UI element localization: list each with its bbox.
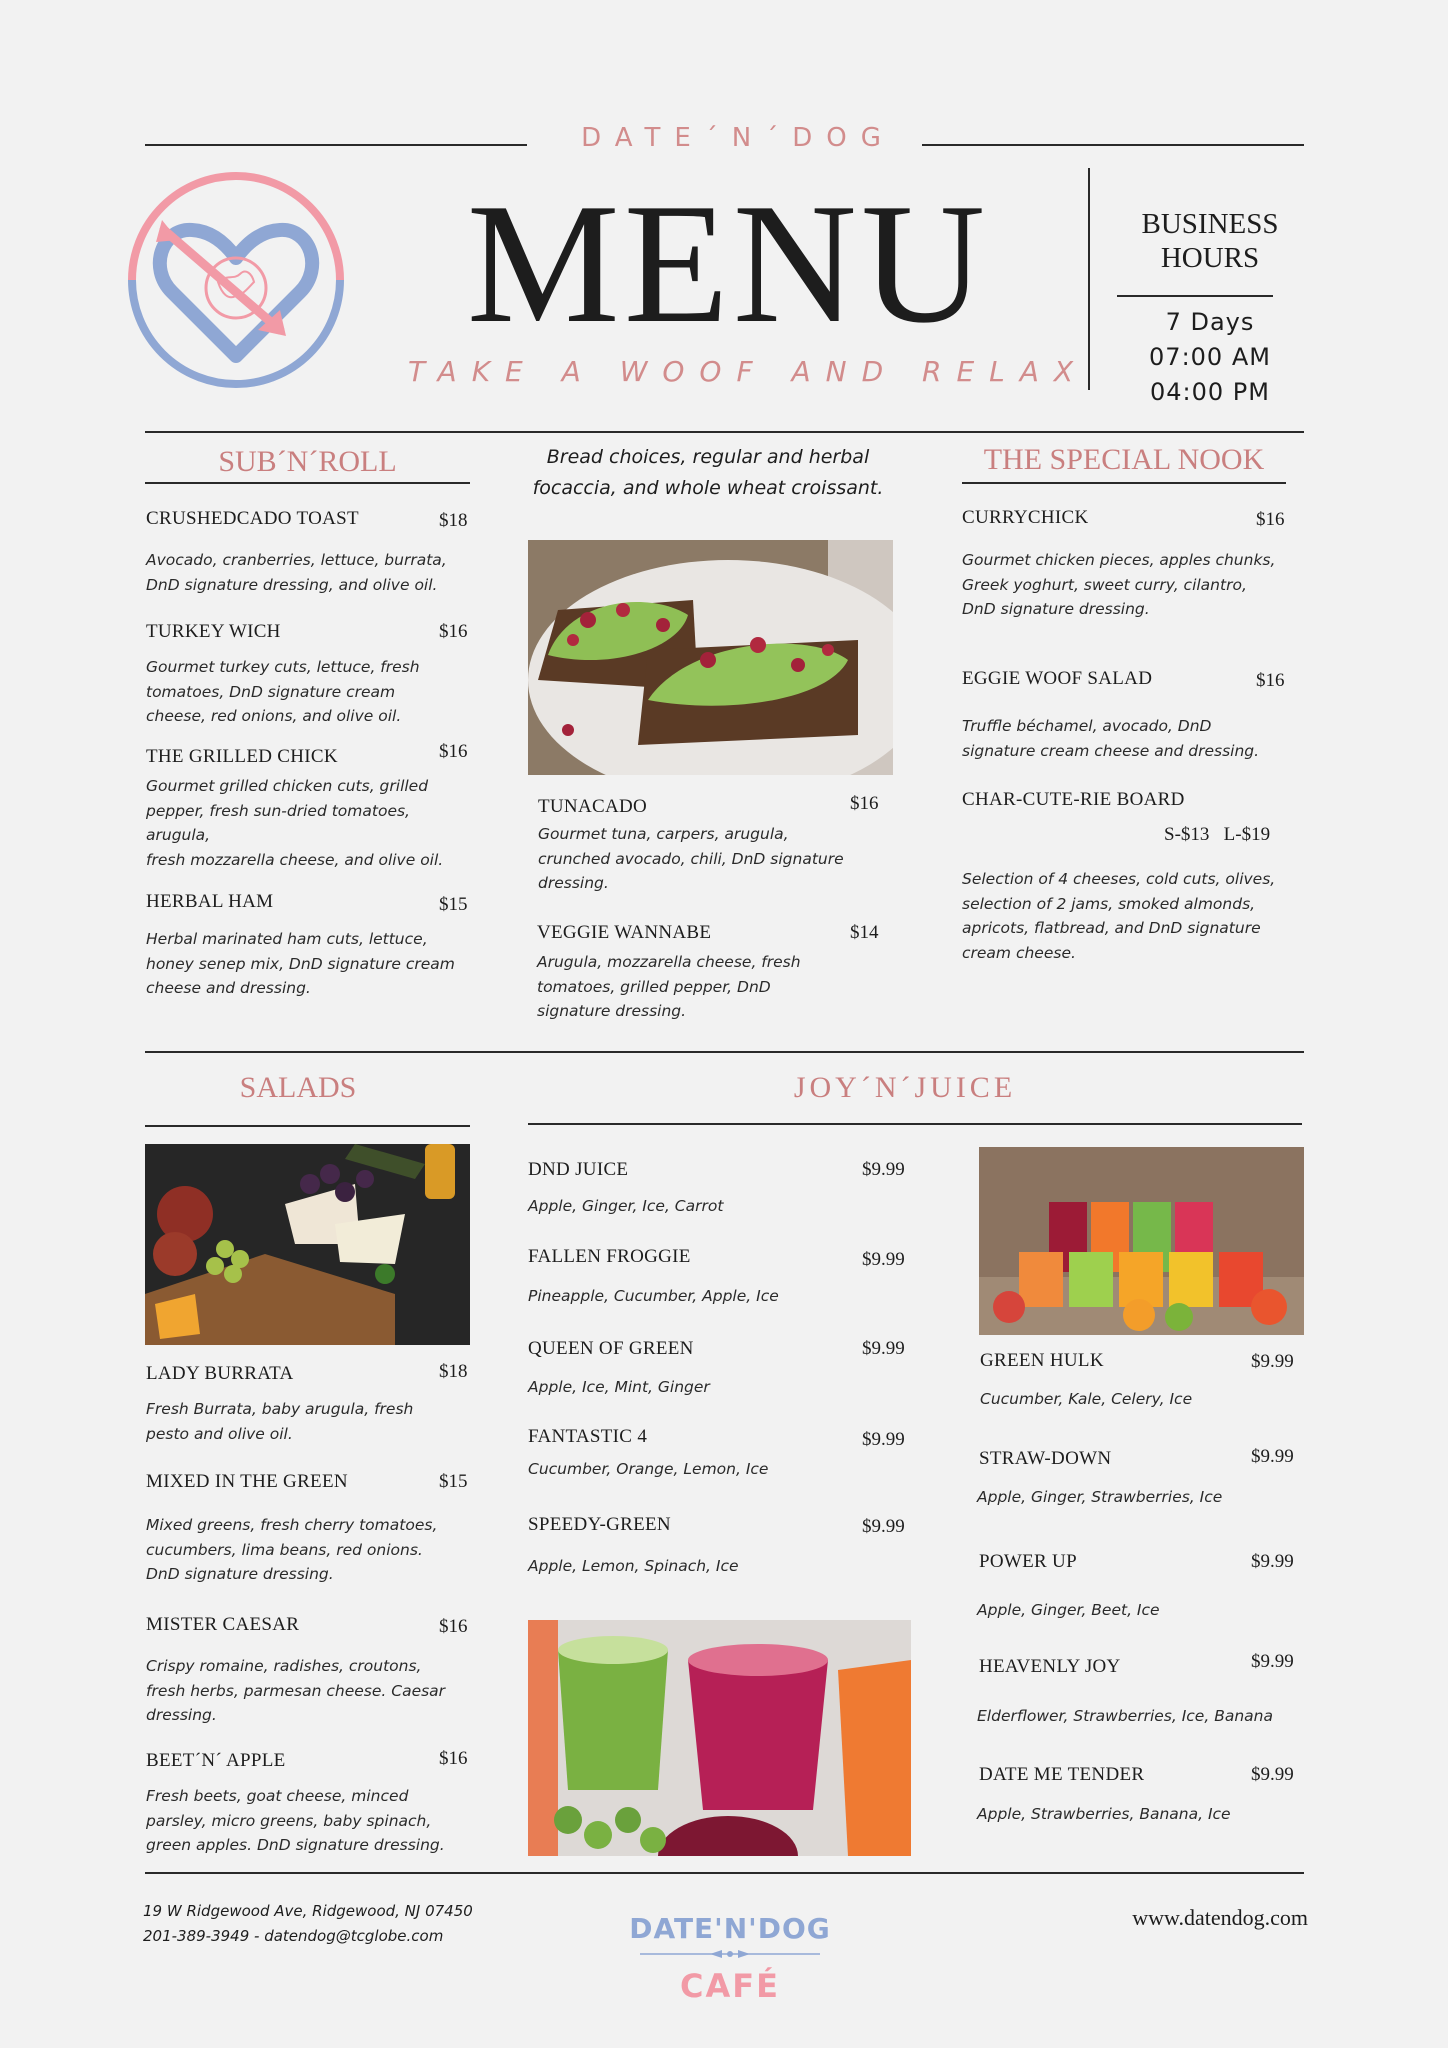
item-description: Gourmet turkey cuts, lettuce, fresh tomatoes, DnD signature cream cheese, red onions, and olive oil.: [146, 658, 420, 725]
item-description: Pineapple, Cucumber, Apple, Ice: [528, 1287, 779, 1305]
footer-website[interactable]: www.datendog.com: [1132, 1905, 1308, 1930]
special-nook-underline: [962, 482, 1286, 484]
tagline: TAKE A WOOF AND RELAX: [408, 355, 1089, 388]
header-divider-vertical: [1088, 168, 1090, 390]
item-description: Elderflower, Strawberries, Ice, Banana: [977, 1707, 1273, 1725]
menu-item: [537, 922, 883, 1032]
item-price: S-$13 L-$19: [1164, 824, 1271, 845]
item-description: Mixed greens, fresh cherry tomatoes, cucumbers, lima beans, red onions. DnD signature dressing.: [146, 1516, 438, 1583]
item-price: $18: [439, 1361, 468, 1382]
avocado-toast-photo: [528, 540, 893, 775]
item-description: Apple, Lemon, Spinach, Ice: [528, 1557, 739, 1575]
item-price: $9.99: [862, 1516, 905, 1537]
menu-item: [977, 1448, 1305, 1508]
item-price: $9.99: [1251, 1551, 1294, 1572]
item-name: THE GRILLED CHICK: [146, 746, 338, 767]
item-name: CHAR-CUTE-RIE BOARD: [962, 789, 1185, 810]
item-price: $16: [1256, 509, 1285, 530]
juice-glasses-photo: [528, 1620, 911, 1856]
item-price: $9.99: [1251, 1446, 1294, 1467]
item-price: $16: [439, 741, 468, 762]
footer-address: 19 W Ridgewood Ave, Ridgewood, NJ 07450: [143, 1902, 473, 1920]
footer-logo-divider: [640, 1947, 820, 1961]
menu-item: [146, 621, 470, 731]
item-name: HEAVENLY JOY: [979, 1656, 1121, 1677]
section-rule-bottom: [145, 1872, 1304, 1874]
item-price: $16: [850, 793, 879, 814]
section-rule-middle: [145, 1051, 1304, 1053]
menu-item: [146, 1471, 470, 1581]
item-name: BEET´N´ APPLE: [146, 1750, 286, 1771]
juice-heading: JOY´N´JUICE: [793, 1071, 1017, 1104]
brand-top: DATE´N´DOG: [581, 123, 895, 153]
item-name: DND JUICE: [528, 1159, 629, 1180]
menu-item: [962, 789, 1297, 969]
item-price: $9.99: [1251, 1651, 1294, 1672]
item-name: CRUSHEDCADO TOAST: [146, 508, 359, 529]
item-name: CURRYCHICK: [962, 507, 1089, 528]
item-description: Fresh Burrata, baby arugula, fresh pesto and olive oil.: [146, 1400, 414, 1443]
menu-item: [146, 1750, 470, 1860]
item-description: Gourmet grilled chicken cuts, grilled pepper, fresh sun-dried tomatoes, arugula, fresh mozzarella cheese, and olive oil.: [146, 777, 444, 869]
menu-item: [977, 1764, 1305, 1824]
item-price: $18: [439, 510, 468, 531]
menu-item: [528, 1426, 913, 1486]
menu-item: [977, 1651, 1305, 1726]
item-name: POWER UP: [979, 1551, 1077, 1572]
menu-item: [146, 508, 470, 598]
item-description: Crispy romaine, radishes, croutons, fresh herbs, parmesan cheese. Caesar dressing.: [146, 1657, 446, 1724]
menu-item: [146, 1363, 470, 1453]
charcuterie-board-photo: [145, 1144, 470, 1345]
item-name: EGGIE WOOF SALAD: [962, 668, 1153, 689]
footer-logo-bottom: CAFÉ: [680, 1967, 780, 2005]
item-price: $9.99: [862, 1338, 905, 1359]
item-name: DATE ME TENDER: [979, 1764, 1145, 1785]
item-description: Herbal marinated ham cuts, lettuce, honey senep mix, DnD signature cream cheese and dressing.: [146, 930, 455, 997]
item-name: QUEEN OF GREEN: [528, 1338, 694, 1359]
item-price: $9.99: [1251, 1764, 1294, 1785]
menu-item: [528, 1338, 913, 1398]
menu-item: [528, 1246, 913, 1306]
item-name: VEGGIE WANNABE: [537, 922, 712, 943]
business-hours-title: BUSINESS HOURS: [1141, 208, 1279, 274]
item-description: Apple, Ginger, Strawberries, Ice: [977, 1488, 1223, 1506]
item-price: $9.99: [862, 1429, 905, 1450]
item-price: $14: [850, 922, 879, 943]
section-rule-top: [145, 431, 1304, 433]
juice-underline: [528, 1123, 1302, 1125]
bread-choices-intro: Bread choices, regular and herbal focaccia, and whole wheat croissant.: [532, 446, 884, 499]
juice-lineup-photo: [979, 1147, 1304, 1335]
item-description: Apple, Ice, Mint, Ginger: [528, 1378, 710, 1396]
item-description: Gourmet chicken pieces, apples chunks, Greek yoghurt, sweet curry, cilantro, DnD signature dressing.: [962, 551, 1276, 618]
item-name: FANTASTIC 4: [528, 1426, 648, 1447]
menu-item: [146, 1614, 470, 1724]
item-price: $16: [439, 1616, 468, 1637]
hours-open: 07:00 AM: [1149, 343, 1271, 371]
hours-underline: [1117, 295, 1273, 297]
hours-close: 04:00 PM: [1150, 378, 1270, 406]
salads-heading: SALADS: [239, 1071, 357, 1104]
menu-item: [538, 793, 884, 896]
item-description: Apple, Ginger, Ice, Carrot: [528, 1197, 724, 1215]
item-name: HERBAL HAM: [146, 891, 274, 912]
menu-item: [962, 668, 1297, 758]
item-description: Selection of 4 cheeses, cold cuts, olives, selection of 2 jams, smoked almonds, apricots, flatbread, and DnD signature cream cheese.: [962, 870, 1276, 962]
item-name: TUNACADO: [538, 796, 648, 817]
item-name: SPEEDY-GREEN: [528, 1514, 671, 1535]
salads-underline: [145, 1125, 470, 1127]
menu-item: [980, 1350, 1305, 1410]
item-description: Apple, Ginger, Beet, Ice: [977, 1601, 1160, 1619]
item-price: $15: [439, 894, 468, 915]
sub-roll-underline: [145, 482, 470, 484]
menu-item: [977, 1551, 1305, 1621]
item-name: GREEN HULK: [980, 1350, 1104, 1371]
item-name: FALLEN FROGGIE: [528, 1246, 691, 1267]
item-name: MIXED IN THE GREEN: [146, 1471, 348, 1492]
item-description: Truffle béchamel, avocado, DnD signature cream cheese and dressing.: [962, 717, 1260, 760]
menu-item: [528, 1159, 913, 1219]
item-name: MISTER CAESAR: [146, 1614, 300, 1635]
menu-item: [528, 1514, 913, 1574]
menu-title: MENU: [466, 169, 990, 359]
special-nook-heading: THE SPECIAL NOOK: [983, 443, 1265, 476]
header-rule-left: [145, 144, 527, 146]
item-price: $9.99: [862, 1159, 905, 1180]
item-description: Cucumber, Kale, Celery, Ice: [980, 1390, 1193, 1408]
item-name: STRAW-DOWN: [979, 1448, 1112, 1469]
menu-item: [146, 891, 470, 1001]
sub-roll-heading: SUB´N´ROLL: [218, 445, 397, 478]
hours-days: 7 Days: [1165, 308, 1255, 336]
item-price: $15: [439, 1471, 468, 1492]
item-description: Cucumber, Orange, Lemon, Ice: [528, 1460, 769, 1478]
item-description: Fresh beets, goat cheese, minced parsley, micro greens, baby spinach, green apples. DnD signature dressing.: [146, 1787, 445, 1854]
header-rule-right: [922, 144, 1304, 146]
menu-item: [146, 741, 470, 874]
footer-logo: [610, 1912, 850, 2022]
item-description: Arugula, mozzarella cheese, fresh tomatoes, grilled pepper, DnD signature dressing.: [537, 953, 801, 1020]
item-description: Gourmet tuna, carpers, arugula, crunched avocado, chili, DnD signature dressing.: [538, 825, 844, 892]
item-description: Apple, Strawberries, Banana, Ice: [977, 1805, 1231, 1823]
logo-emblem: [126, 170, 346, 390]
item-price: $9.99: [862, 1249, 905, 1270]
item-description: Avocado, cranberries, lettuce, burrata, DnD signature dressing, and olive oil.: [146, 551, 447, 594]
item-price: $16: [439, 1748, 468, 1769]
menu-item: [962, 507, 1297, 617]
item-name: TURKEY WICH: [146, 621, 281, 642]
item-name: LADY BURRATA: [146, 1363, 294, 1384]
item-price: $9.99: [1251, 1351, 1294, 1372]
item-price: $16: [439, 621, 468, 642]
item-price: $16: [1256, 670, 1285, 691]
footer-logo-top: DATE'N'DOG: [629, 1912, 831, 1945]
footer-contact[interactable]: 201-389-3949 - datendog@tcglobe.com: [143, 1927, 444, 1945]
